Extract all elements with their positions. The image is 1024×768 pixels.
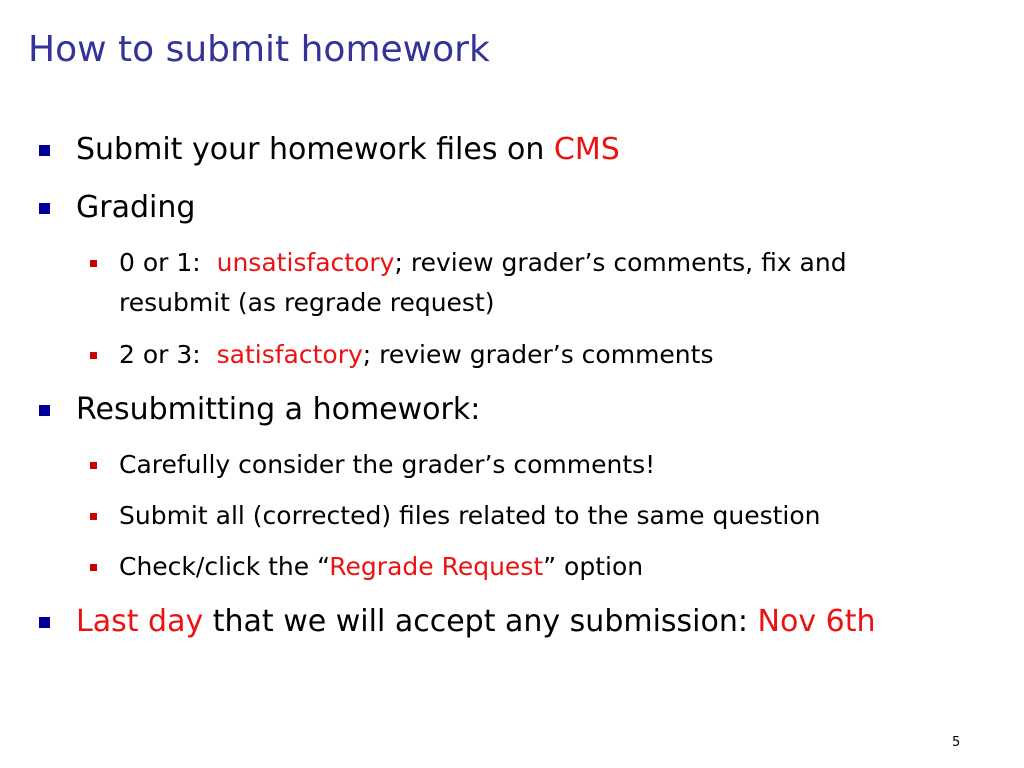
bullet-text: Submit your homework files on [76, 132, 554, 167]
sub-bullet-consider-comments [119, 445, 655, 485]
sub-bullet-text: Submit all (corrected) files related to the same question [119, 501, 821, 530]
cms-highlight: CMS [553, 132, 620, 167]
deadline-date-highlight: Nov 6th [757, 604, 876, 639]
grade-description: ; review grader’s comments, fix and [394, 248, 847, 277]
bullet-text: Grading [76, 190, 196, 225]
bullet-text: that we will accept any submission: [203, 604, 758, 639]
square-bullet-icon [39, 145, 50, 156]
sub-bullet-text: Carefully consider the grader’s comments! [119, 450, 656, 479]
sub-bullet-text-end: ” option [543, 552, 644, 581]
bullet-resubmitting [76, 390, 480, 430]
grade-range: 2 or 3: [119, 340, 217, 369]
sub-bullet-grade-2-3 [119, 335, 713, 375]
grade-description: ; review grader’s comments [362, 340, 714, 369]
last-day-highlight: Last day [76, 604, 204, 639]
sub-bullet-grade-0-1 [119, 243, 847, 283]
square-bullet-icon [90, 260, 97, 267]
bullet-text: Resubmitting a homework: [76, 392, 481, 427]
satisfactory-highlight: satisfactory [216, 340, 363, 369]
unsatisfactory-highlight: unsatisfactory [216, 248, 395, 277]
square-bullet-icon [39, 203, 50, 214]
square-bullet-icon [90, 352, 97, 359]
regrade-request-highlight: Regrade Request [329, 552, 544, 581]
page-number: 5 [952, 735, 961, 750]
sub-bullet-text: Check/click the “ [119, 552, 330, 581]
sub-bullet-regrade-request [119, 547, 643, 587]
sub-bullet-continuation [119, 283, 495, 323]
slide-title: How to submit homework [28, 29, 490, 70]
grade-description-continued: resubmit (as regrade request) [119, 288, 495, 317]
square-bullet-icon [90, 462, 97, 469]
bullet-grading [76, 188, 195, 228]
bullet-submit-cms [76, 130, 620, 170]
square-bullet-icon [39, 405, 50, 416]
sub-bullet-submit-all [119, 496, 821, 536]
bullet-last-day [76, 602, 875, 642]
square-bullet-icon [39, 617, 50, 628]
grade-range: 0 or 1: [119, 248, 217, 277]
square-bullet-icon [90, 513, 97, 520]
square-bullet-icon [90, 564, 97, 571]
